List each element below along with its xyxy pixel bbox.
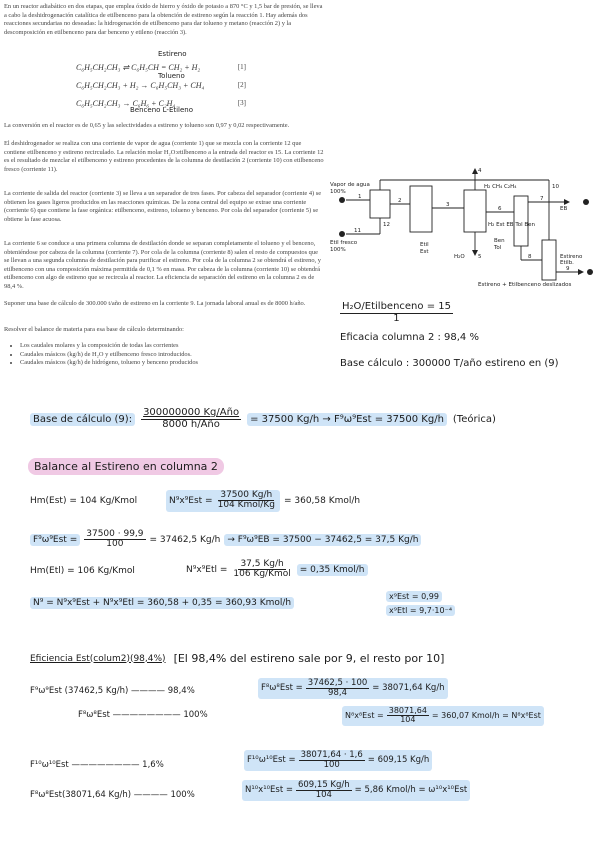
basis-numerator: 300000000 Kg/Año (143, 407, 240, 418)
separator-box (464, 190, 486, 232)
n9etl-denominator: 106 Kg/Kmol (233, 569, 291, 580)
row1-right-result: = 38071,64 Kg/h (372, 683, 445, 694)
ratio-numerator: H₂O/Etilbenceno = 15 (342, 301, 451, 312)
label-s11: 11 (354, 228, 361, 234)
basis-note-theoretical: (Teórica) (452, 413, 496, 425)
label-est: Est (420, 249, 429, 255)
ratio-note (340, 302, 453, 324)
n9etl-result: = 0,35 Kmol/h (297, 564, 368, 576)
n9x9-est-line (166, 490, 360, 512)
row2-right-result: = 360,07 Kmol/h = N⁸x⁸Est (431, 711, 541, 721)
label-s3: 3 (446, 202, 450, 208)
feed-fresh-icon (339, 231, 345, 237)
reaction-2-number: [2] (237, 81, 246, 89)
reaction-1-formula: C₆H₅CH₂CH₃ ⇌ C₆H₅CH = CH₂ + H₂ (76, 62, 201, 72)
label-etilb-out: Etilb. (560, 260, 574, 266)
row3-right (244, 750, 432, 771)
row4-right-denominator: 104 (315, 789, 332, 800)
row2-right-denominator: 104 (400, 715, 416, 725)
n9x9-est-box (166, 490, 280, 512)
problem-feed: El deshidrogenador se realiza con una corriente de vapor de agua (corriente 1) que se mezcla con la corriente 12 que contiene etilbenceno y estireno recirculado. La relación molar H₂O:etilbenceno a la entrada del reactor es 15. La corriente 12 es el resultado de mezclar el etilbenceno y estireno procedentes de la columna de destilación 2 (corriente 10) con etilbenceno fresco (corriente 11). (4, 140, 324, 173)
process-diagram (328, 160, 600, 290)
label-s10: 10 (552, 184, 559, 190)
bullet-item: • Los caudales molares y la composición de todas las corrientes (20, 342, 340, 351)
row3-right-result: = 609,15 Kg/h (367, 755, 430, 766)
row2-left: F⁸ω⁸Est ———————— 100% (78, 710, 208, 720)
row3-left: F¹⁰ω¹⁰Est ———————— 1,6% (30, 760, 164, 770)
reaction-3-note: Benceno L-Etileno (130, 106, 194, 114)
row1-right-box (258, 678, 448, 699)
efficiency-box: [El 98,4% del estireno sale por 9, el resto por 10] (173, 652, 445, 665)
n9etl-numerator: 37,5 Kg/h (240, 559, 284, 569)
x9-etl: x⁹Etl = 9,7·10⁻⁴ (386, 605, 455, 616)
problem-separator: La corriente de salida del reactor (corriente 3) se lleva a un separador de tres fases. Por cabeza del separador (corriente 4) se obtienen los gases ligeros producidos en las reacciones químicas. De la zona central del equipo se extrae una corriente (corriente 6) que contiene la fase orgánica: etilbenceno, estireno, tolueno y benceno. Por cola del separador (corriente 5) se obtiene la fase acuosa. (4, 190, 322, 223)
label-s4: 4 (478, 168, 482, 174)
label-et100: 100% (330, 247, 346, 253)
x9-est-wrap (386, 592, 442, 601)
section-title-wrap (28, 460, 224, 473)
n9etl-lhs: N⁹x⁹Etl = (186, 564, 228, 575)
outlet-7-icon (583, 199, 589, 205)
label-s2: 2 (398, 198, 402, 204)
reaction-3-number: [3] (237, 99, 246, 107)
molar-mass-est: Hm(Est) = 104 Kg/Kmol (30, 496, 138, 506)
n9-etl-line (186, 560, 368, 580)
label-vapor: Vapor de agua (330, 182, 370, 188)
label-tol: Tol (494, 245, 502, 251)
outlet-9-icon (587, 269, 593, 275)
row4-right (242, 780, 470, 801)
basis-label: Base de cálculo (9): (30, 413, 135, 426)
f9w9-result: = 37462,5 Kg/h (149, 534, 221, 545)
label-eb: EB (560, 206, 568, 212)
problem-bullets (10, 342, 340, 368)
reaction-1-note: Estireno (158, 50, 187, 58)
feed-vapor-icon (339, 197, 345, 203)
row3-right-denominator: 100 (323, 759, 340, 770)
x9-est: x⁹Est = 0,99 (386, 591, 442, 602)
label-feed-pct: 100% (330, 189, 346, 195)
bullet-item: • Caudales másicos (kg/h) de H₂O y etilbenceno fresco introducidos. (20, 351, 340, 360)
n9x9-numerator: 37500 Kg/h (220, 490, 273, 500)
molar-mass-etl: Hm(Etl) = 106 Kg/Kmol (30, 566, 135, 576)
problem-distillation: La corriente 6 se conduce a una primera columna de destilación donde se separan completamente el tolueno y el benceno, obteniéndose por cabeza de la columna (corriente 7). Por cola de la columna (corriente 8) salen el resto de compuestos que se llevan a una segunda columna de destilación para purificar el estireno. Por cola de la columna 2 se obtendrá el estireno, y etilbenceno con una composición máxima permitida de 0,1 % en masa. Por cabeza de la columna (corriente 10) se obtendrá etilbenceno con algo de estireno que se recircula al reactor. La eficiencia de separación del estireno en la columna 2 es de 98,4 %. (4, 240, 321, 290)
n9-total-line (30, 598, 294, 608)
column-2-box (542, 240, 556, 280)
problem-intro: En un reactor adiabático en dos etapas, que emplea óxido de hierro y óxido de potasio a 870 °C y 1,5 bar de presión, se lleva a cabo la deshidrogenación catalítica de etilbenceno para la obtención de estireno según la reacción 1. Hay además dos reacciones secundarias no deseadas: la hidrogenación de etilbenceno para dar tolueno y metano (reacción 2) y la descomposición en etilbenceno para dar benceno y etileno (reacción 3). (4, 3, 323, 36)
row4-right-lhs: N¹⁰x¹⁰Est = (245, 785, 293, 796)
row4-right-box (242, 780, 470, 801)
basis-note: Base cálculo : 300000 T/año estireno en (9) (340, 358, 559, 369)
problem-basis: Suponer una base de cálculo de 300.000 t/año de estireno en la corriente 9. La jornada laboral anual es de 8000 h/año. (4, 300, 306, 307)
f9w9-numerator: 37500 · 99,9 (86, 529, 144, 539)
row1-left: F⁹ω⁹Est (37462,5 Kg/h) ———— 98,4% (30, 686, 195, 696)
label-estireno-out: Estireno (560, 254, 583, 260)
arrow-icon (564, 199, 570, 205)
efficiency-title: Eficiencia Est(colum2)(98,4%) (30, 653, 166, 664)
ratio-denominator: 1 (393, 312, 400, 324)
row4-right-numerator: 609,15 Kg/h (297, 780, 350, 790)
row1-right (258, 678, 448, 699)
row1-right-denominator: 98,4 (328, 687, 347, 698)
label-agua: H₂O (454, 254, 465, 260)
reaction-1-number: [1] (237, 63, 246, 71)
label-gases: H₂ CH₄ C₂H₄ (484, 184, 517, 190)
mixer-box (370, 190, 390, 218)
f9w9-eb: → F⁹ω⁹EB = 37500 − 37462,5 = 37,5 Kg/h (224, 534, 421, 546)
arrow-icon (578, 269, 584, 275)
f9w9-denominator: 100 (106, 539, 124, 550)
basis-line (30, 408, 496, 430)
label-fresco: Etil fresco (330, 240, 358, 246)
row2-right-lhs: N⁸x⁸Est = (345, 711, 384, 721)
row3-right-lhs: F¹⁰ω¹⁰Est = (247, 755, 296, 766)
efficiency-note: Eficacia columna 2 : 98,4 % (340, 332, 479, 343)
row3-right-box (244, 750, 432, 771)
label-side-note: Estireno + Etilbenceno deslizados (478, 282, 572, 288)
bullet-item: • Caudales másicos (kg/h) de hidrógeno, tolueno y benceno producidos (20, 359, 340, 368)
reactor-box (410, 186, 432, 232)
row3-right-numerator: 38071,64 · 1,6 (300, 750, 363, 760)
problem-conversion: La conversión en el reactor es de 0,65 y las selectividades a estireno y tolueno son 0,97 y 0,02 respectivamente. (4, 122, 290, 129)
reaction-list (76, 58, 246, 112)
f9w9-est-line (30, 530, 421, 550)
column-1-box (514, 196, 528, 246)
label-s9: 9 (566, 266, 570, 272)
label-cols: H₂ Est EB Tol Ben (488, 222, 536, 228)
n9-total: N⁹ = N⁹x⁹Est + N⁹x⁹Etl = 360,58 + 0,35 = 360,93 Kmol/h (30, 597, 294, 609)
problem-resolve: Resolver el balance de materia para esa base de cálculo determinando: (4, 326, 184, 333)
x9-etl-wrap (386, 606, 455, 615)
row1-right-numerator: 37462,5 · 100 (307, 678, 368, 688)
basis-denominator: 8000 h/Año (162, 418, 220, 430)
label-s7: 7 (540, 196, 544, 202)
label-s6: 6 (498, 206, 502, 212)
basis-result: = 37500 Kg/h → F⁹ω⁹Est = 37500 Kg/h (247, 413, 447, 426)
row4-left: F⁸ω⁸Est(38071,64 Kg/h) ———— 100% (30, 790, 195, 800)
row2-right (342, 706, 544, 726)
label-ben: Ben (494, 238, 505, 244)
n9x9-lhs: N⁹x⁹Est = (169, 495, 213, 506)
f9w9-lhs: F⁹ω⁹Est = (30, 534, 80, 546)
reaction-3-formula: C₆H₅CH₂CH₃ → C₆H₆ + C₂H₄ (76, 98, 176, 108)
label-s1: 1 (358, 194, 362, 200)
n9x9-denominator: 104 Kmol/Kg (217, 500, 275, 511)
label-s5: 5 (478, 254, 482, 260)
reaction-2-note: Tolueno (158, 72, 185, 80)
efficiency-line (30, 652, 444, 665)
n9x9-result: = 360,58 Kmol/h (283, 495, 361, 506)
row2-right-numerator: 38071,64 (388, 706, 427, 715)
label-s8: 8 (528, 254, 532, 260)
row1-right-lhs: F⁸ω⁸Est = (261, 683, 303, 694)
reaction-2-formula: C₆H₅CH₂CH₃ + H₂ → C₆H₅CH₃ + CH₄ (76, 80, 205, 90)
label-s12: 12 (383, 222, 390, 228)
row4-right-result: = 5,86 Kmol/h = ω¹⁰x¹⁰Est (354, 785, 468, 796)
label-etil: Etil (420, 242, 429, 248)
row2-right-box (342, 706, 544, 726)
section-title: Balance al Estireno en columna 2 (28, 458, 224, 475)
